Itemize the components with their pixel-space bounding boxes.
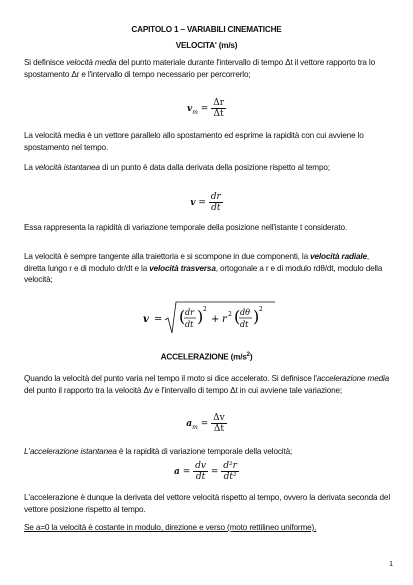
- paragraph-average-acceleration: [24, 373, 392, 396]
- svg-text:): ): [252, 307, 259, 326]
- fraction: [209, 192, 223, 213]
- text: del punto materiale durante l'intervallo di tempo Δt il vettore rapporto tra lo spostamento Δr e l'intervallo di tempo necessario per percorrerlo;: [24, 58, 375, 79]
- svg-text:2: 2: [202, 306, 207, 313]
- fraction-first: [193, 461, 208, 482]
- svg-text:r: r: [221, 314, 227, 325]
- paragraph-instant-velocity: [24, 162, 392, 174]
- text: La velocità è sempre tangente alla traiettoria e si scompone in due componenti, la: [24, 252, 311, 261]
- eq-lhs: a: [186, 419, 193, 429]
- numerator: dr: [210, 192, 221, 202]
- text: Quando la velocità del punto varia nel tempo il moto si dice accelerato. Si definisce l': [24, 374, 317, 383]
- text: Si definisce: [24, 58, 67, 67]
- eq-lhs: v: [186, 104, 193, 114]
- svg-text:2: 2: [227, 311, 232, 318]
- denominator: dt: [195, 472, 206, 482]
- svg-text:+: +: [210, 314, 219, 325]
- paragraph-velocity-components: [24, 251, 392, 286]
- term-instant-acceleration: L'accelerazione istantanea: [24, 447, 117, 456]
- velocity-modulus-formula: [137, 300, 277, 336]
- acceleration-heading: [0, 352, 413, 362]
- numerator: Δr: [213, 98, 225, 108]
- numerator: Δv: [213, 413, 225, 423]
- numerator: d²r: [223, 461, 237, 471]
- svg-text:dr: dr: [184, 308, 194, 317]
- equation-velocity-modulus: [0, 300, 413, 339]
- svg-text:): ): [196, 307, 203, 326]
- svg-text:dθ: dθ: [239, 308, 250, 317]
- heading-text: ACCELERAZIONE (m/s: [160, 352, 247, 362]
- term-transverse-velocity: velocità trasversa: [149, 263, 216, 273]
- text: , ortogonale a r e di modulo rdθ/dt, modulo della velocità;: [24, 263, 383, 284]
- heading-exponent: 2: [246, 352, 250, 358]
- eq-lhs: v: [190, 198, 196, 208]
- fraction-second: [221, 461, 239, 482]
- denominator: dt²: [223, 472, 237, 482]
- paragraph-rate-of-change: Essa rappresenta la rapidità di variazione temporale della posizione nell'istante t considerato.: [24, 223, 348, 232]
- term-average-acceleration: accelerazione media: [316, 374, 390, 383]
- page-number: 1: [389, 561, 393, 568]
- equation-instant-acceleration: a = $\frac{dv}{dt}$ = $\frac{\text{d²r}}{\text{dt²}}$: [174, 461, 237, 482]
- term-average-velocity: velocità media: [66, 58, 117, 67]
- heading-text-end: ): [249, 352, 253, 362]
- term-radial-velocity: velocità radiale: [310, 252, 367, 261]
- svg-text:(: (: [233, 307, 240, 326]
- paragraph-instant-acceleration: [24, 446, 392, 458]
- eq-sub: m: [192, 108, 198, 116]
- svg-text:dt: dt: [184, 320, 193, 329]
- eq-lhs: a: [174, 467, 180, 477]
- fraction: [211, 413, 227, 434]
- svg-text:2: 2: [258, 306, 263, 313]
- text: è la rapidità di variazione temporale della velocità;: [116, 447, 293, 456]
- denominator: Δt: [213, 109, 224, 119]
- equation-instant-velocity: v = $\frac{dr}{dt}$: [190, 192, 221, 213]
- numerator: dv: [195, 461, 207, 471]
- equation-average-acceleration: $a_m$ = $\frac{\Delta v}{\Delta t}$: [186, 413, 225, 434]
- fraction: [211, 98, 226, 119]
- svg-text:dt: dt: [239, 320, 248, 329]
- paragraph-acceleration-derivative: L'accelerazione è dunque la derivata del vettore velocità rispetto al tempo, ovvero la derivata seconda del vettore posizione rispetto al tempo.: [24, 493, 391, 514]
- svg-text:(: (: [178, 307, 185, 326]
- term-instant-velocity: velocità istantanea: [34, 163, 100, 172]
- text: di un punto è data dalla derivata della posizione rispetto al tempo;: [99, 163, 330, 172]
- svg-text:=: =: [153, 314, 162, 325]
- text: del punto il rapporto tra la velocità Δv e l'intervallo di tempo Δt in cui avviene tale variazione;: [24, 385, 343, 395]
- denominator: Δt: [213, 424, 224, 434]
- paragraph-uniform-motion: Se a=0 la velocità è costante in modulo, direzione e verso (moto rettilineo uniforme).: [24, 523, 317, 532]
- velocity-heading: VELOCITA' (m/s): [175, 41, 238, 50]
- text: , diretta lungo r e di modulo dr/dt e la: [24, 252, 370, 273]
- chapter-title: CAPITOLO 1 – VARIABILI CINEMATICHE: [131, 25, 282, 34]
- text: La: [24, 163, 35, 172]
- denominator: dt: [211, 203, 221, 213]
- paragraph-average-velocity: [24, 57, 392, 80]
- equation-average-velocity: $v_m$ = $\frac{\Delta r}{\Delta t}$: [186, 98, 225, 119]
- eq-sub: m: [192, 423, 198, 431]
- eq-lhs: v: [142, 314, 149, 325]
- paragraph-velocity-description: La velocità media è un vettore parallelo allo spostamento ed esprime la rapidità con cui avviene lo spostamento nel tempo.: [24, 131, 364, 152]
